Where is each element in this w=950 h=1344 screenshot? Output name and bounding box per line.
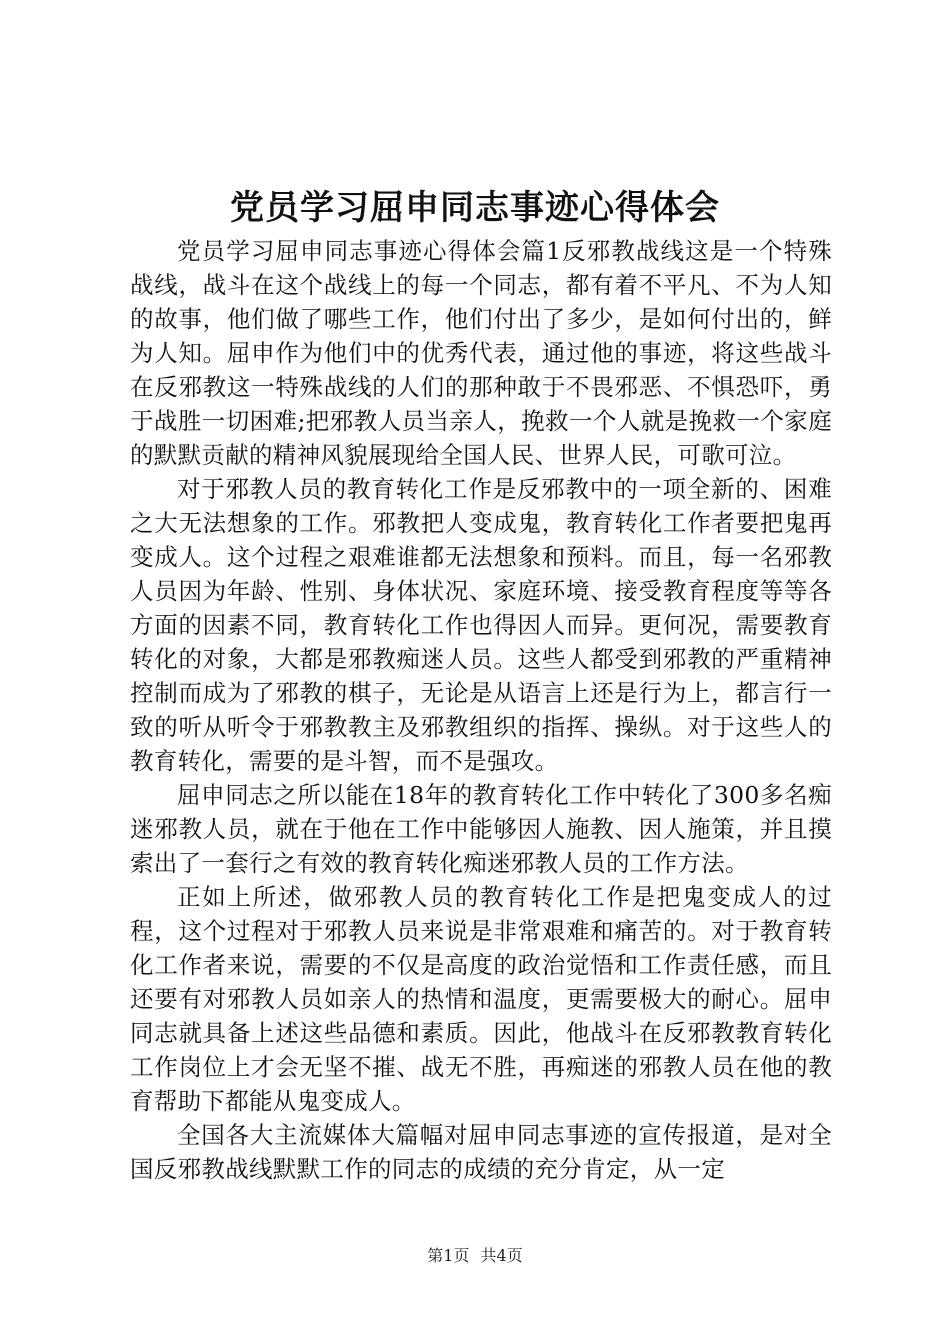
page-total: 共4页 bbox=[480, 1246, 523, 1265]
paragraph: 屈申同志之所以能在18年的教育转化工作中转化了300多名痴迷邪教人员，就在于他在工作中能够因人施教、因人施策，并且摸索出了一套行之有效的教育转化痴迷邪教人员的工作方法。 bbox=[130, 781, 832, 877]
document-title: 党员学习屈申同志事迹心得体会 bbox=[230, 188, 720, 228]
paragraph: 全国各大主流媒体大篇幅对屈申同志事迹的宣传报道，是对全国反邪教战线默默工作的同志的成绩的充分肯定，从一定 bbox=[130, 1121, 832, 1183]
paragraph: 正如上所述，做邪教人员的教育转化工作是把鬼变成人的过程，这个过程对于邪教人员来说是非常艰难和痛苦的。对于教育转化工作者来说，需要的不仅是高度的政治觉悟和工作责任感，而且还要有对邪教人员如亲人的热情和温度，更需要极大的耐心。屈申同志就具备上述这些品德和素质。因此，他战斗在反邪教教育转化工作岗位上才会无坚不摧、战无不胜，再痴迷的邪教人员在他的教育帮助下都能从鬼变成人。 bbox=[130, 883, 832, 1115]
paragraph: 党员学习屈申同志事迹心得体会篇1反邪教战线这是一个特殊战线，战斗在这个战线上的每一个同志，都有着不平凡、不为人知的故事，他们做了哪些工作，他们付出了多少，是如何付出的，鲜为人知。屈申作为他们中的优秀代表，通过他的事迹，将这些战斗在反邪教这一特殊战线的人们的那种敢于不畏邪恶、不惧恐吓，勇于战胜一切困难;把邪教人员当亲人，挽救一个人就是挽救一个家庭的默默贡献的精神风貌展现给全国人民、世界人民，可歌可泣。 bbox=[130, 237, 832, 469]
page-number: 第1页 bbox=[427, 1246, 470, 1265]
page-footer bbox=[0, 1244, 950, 1268]
paragraph: 对于邪教人员的教育转化工作是反邪教中的一项全新的、困难之大无法想象的工作。邪教把人变成鬼，教育转化工作者要把鬼再变成人。这个过程之艰难谁都无法想象和预料。而且，每一名邪教人员因为年龄、性别、身体状况、家庭环境、接受教育程度等等各方面的因素不同，教育转化工作也得因人而异。更何况，需要教育转化的对象，大都是邪教痴迷人员。这些人都受到邪教的严重精神控制而成为了邪教的棋子，无论是从语言上还是行为上，都言行一致的听从听令于邪教教主及邪教组织的指挥、操纵。对于这些人的教育转化，需要的是斗智，而不是强攻。 bbox=[130, 475, 832, 775]
document-body bbox=[130, 234, 832, 1186]
